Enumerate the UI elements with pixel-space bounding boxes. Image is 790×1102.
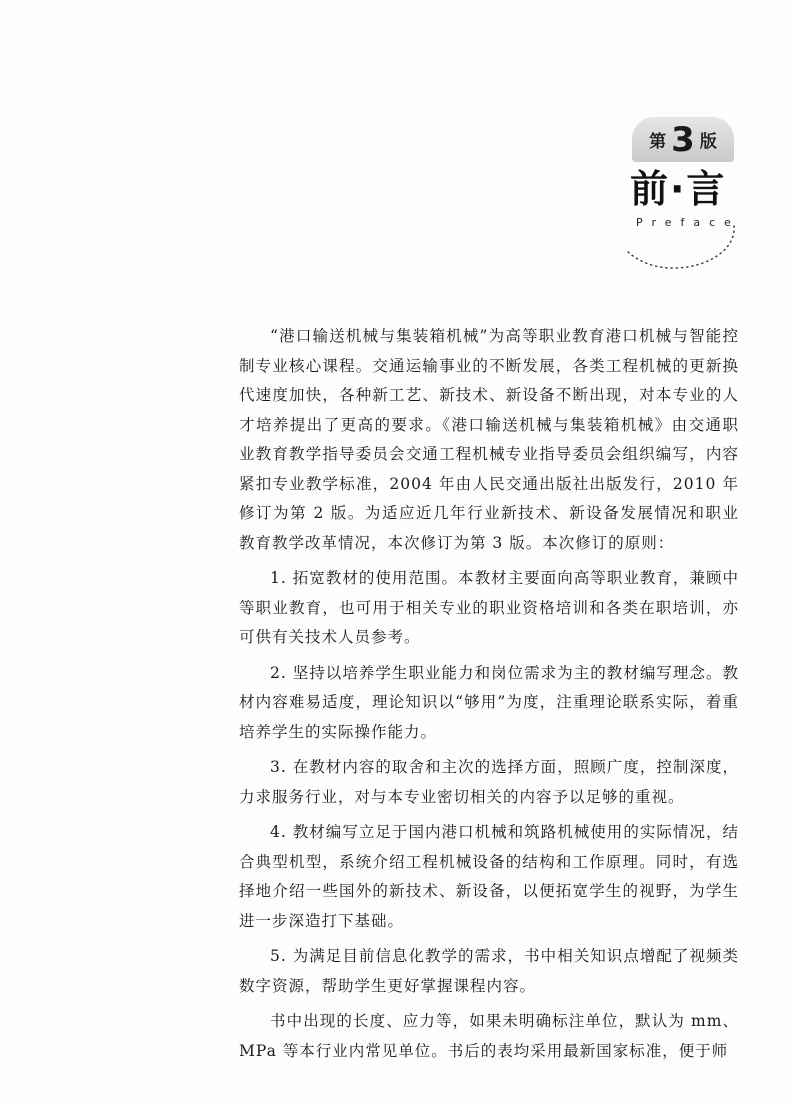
preface-body xyxy=(239,322,739,1072)
edition-prefix: 第 xyxy=(649,132,667,152)
page-title: 前·言 xyxy=(630,167,727,211)
decorative-dotted-arc xyxy=(616,218,746,278)
paragraph: 5. 为满足目前信息化教学的需求，书中相关知识点增配了视频类数字资源，帮助学生更好掌握课程内容。 xyxy=(239,947,739,995)
paragraph: 书中出现的长度、应力等，如果未明确标注单位，默认为 mm、MPa 等本行业内常见单位。书后的表均采用最新国家标准，便于师 xyxy=(239,1012,739,1060)
paragraph: 4. 教材编写立足于国内港口机械和筑路机械使用的实际情况，结合典型机型，系统介绍工程机械设备的结构和工作原理。同时，有选择地介绍一些国外的新技术、新设备，以便拓宽学生的视野，为学生进一步深造打下基础。 xyxy=(239,823,739,930)
paragraph: 3. 在教材内容的取舍和主次的选择方面，照顾广度，控制深度，力求服务行业，对与本专业密切相关的内容予以足够的重视。 xyxy=(239,758,739,806)
edition-suffix: 版 xyxy=(699,132,717,152)
edition-badge xyxy=(632,117,734,162)
paragraph: 2. 坚持以培养学生职业能力和岗位需求为主的教材编写理念。教材内容难易适度，理论知识以“够用”为度，注重理论联系实际，着重培养学生的实际操作能力。 xyxy=(239,663,739,741)
paragraph: “港口输送机械与集装箱机械”为高等职业教育港口机械与智能控制专业核心课程。交通运输事业的不断发展，各类工程机械的更新换代速度加快，各种新工艺、新技术、新设备不断出现，对本专业的人才培养提出了更高的要求。《港口输送机械与集装箱机械》由交通职业教育教学指导委员会交通工程机械专业指导委员会组织编写，内容紧扣专业教学标准，2004 年由人民交通出版社出版发行，2010 年修订为第 2 版。为适应近几年行业新技术、新设备发展情况和职业教育教学改革情况，本次修订为第 3 版。本次修订的原则： xyxy=(239,327,739,552)
edition-number: 3 xyxy=(671,119,695,160)
page-subtitle: Preface xyxy=(636,216,740,229)
paragraph: 1. 拓宽教材的使用范围。本教材主要面向高等职业教育，兼顾中等职业教育，也可用于相关专业的职业资格培训和各类在职培训，亦可供有关技术人员参考。 xyxy=(239,569,739,646)
